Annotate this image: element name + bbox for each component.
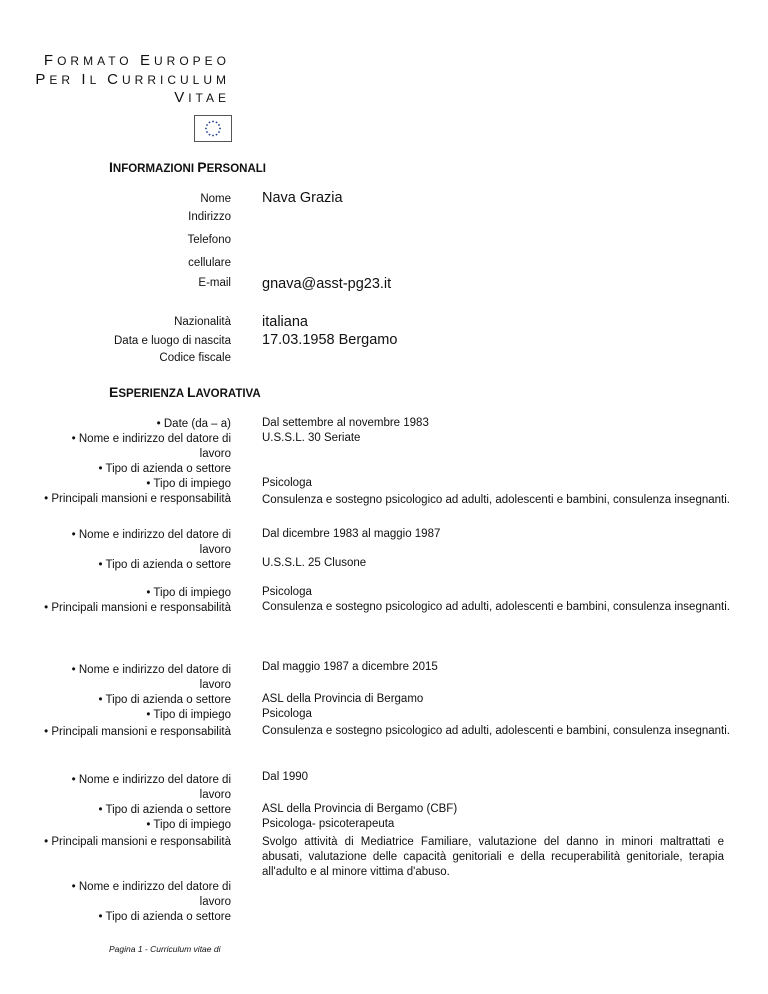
label-company-type: • Tipo di azienda o settore [98, 463, 231, 475]
label-job-type: • Tipo di impiego [146, 587, 231, 599]
label-company-type: • Tipo di azienda o settore [98, 694, 231, 706]
value-nazionalita: italiana [262, 314, 308, 330]
label-job-type: • Tipo di impiego [146, 478, 231, 490]
label-employer: • Nome e indirizzo del datore di [71, 664, 231, 676]
entry4-job: Psicologa- psicoterapeuta [262, 818, 395, 830]
label-nascita: Data e luogo di nascita [114, 335, 231, 347]
label-codice-fiscale: Codice fiscale [159, 352, 231, 364]
entry3-duties: Consulenza e sostegno psicologico ad adulti, adolescenti e bambini, consulenza insegnanti. [262, 725, 730, 737]
label-duties: • Principali mansioni e responsabilità [44, 836, 231, 848]
entry4-duties: Svolgo attività di Mediatrice Familiare, valutazione del danno in minori maltrattati e abusati, valutazione delle capacità genitoriali e della recuperabilità genitoriale, terapia all'adulto e al minore vittima d'abuso. [262, 836, 724, 878]
label-company-type: • Tipo di azienda o settore [98, 911, 231, 923]
entry1-duties: Consulenza e sostegno psicologico ad adulti, adolescenti e bambini, consulenza insegnanti. [262, 494, 730, 506]
value-nome: Nava Grazia [262, 190, 343, 206]
entry1-employer: U.S.S.L. 30 Seriate [262, 432, 361, 444]
label-nome: Nome [200, 193, 231, 205]
label-date: • Date (da – a) [156, 418, 231, 430]
label-company-type: • Tipo di azienda o settore [98, 559, 231, 571]
page-footer: Pagina 1 - Curriculum vitae di [109, 944, 221, 954]
entry2-duties: Consulenza e sostegno psicologico ad adulti, adolescenti e bambini, consulenza insegnanti. [262, 601, 730, 613]
value-nascita: 17.03.1958 Bergamo [262, 332, 398, 348]
label-employer-cont: lavoro [199, 896, 231, 908]
section-experience-title: ESPERIENZA LAVORATIVA [109, 384, 261, 400]
label-duties: • Principali mansioni e responsabilità [44, 602, 231, 614]
entry1-job: Psicologa [262, 477, 312, 489]
entry4-employer: ASL della Provincia di Bergamo (CBF) [262, 803, 458, 815]
doc-title-line3: VITAE [174, 89, 230, 106]
entry2-employer: U.S.S.L. 25 Clusone [262, 557, 367, 569]
label-employer-cont: lavoro [199, 679, 231, 691]
label-employer: • Nome e indirizzo del datore di [71, 433, 231, 445]
label-duties: • Principali mansioni e responsabilità [44, 726, 231, 738]
label-telefono: Telefono [187, 234, 231, 246]
entry3-job: Psicologa [262, 708, 312, 720]
value-email[interactable]: gnava@asst-pg23.it [262, 276, 392, 292]
label-job-type: • Tipo di impiego [146, 819, 231, 831]
doc-title-line2: PER IL CURRICULUM [35, 71, 230, 88]
label-employer: • Nome e indirizzo del datore di [71, 774, 231, 786]
label-job-type: • Tipo di impiego [146, 709, 231, 721]
label-nazionalita: Nazionalità [174, 316, 231, 328]
label-company-type: • Tipo di azienda o settore [98, 804, 231, 816]
entry4-date: Dal 1990 [262, 771, 309, 783]
entry1-date: Dal settembre al novembre 1983 [262, 417, 429, 429]
entry3-date: Dal maggio 1987 a dicembre 2015 [262, 661, 438, 673]
entry2-job: Psicologa [262, 586, 312, 598]
label-employer: • Nome e indirizzo del datore di [71, 881, 231, 893]
label-employer-cont: lavoro [199, 789, 231, 801]
entry3-employer: ASL della Provincia di Bergamo [262, 693, 424, 705]
label-cellulare: cellulare [188, 257, 231, 269]
label-employer-cont: lavoro [199, 448, 231, 460]
label-employer-cont: lavoro [199, 544, 231, 556]
section-personal-title: INFORMAZIONI PERSONALI [109, 159, 266, 175]
label-duties: • Principali mansioni e responsabilità [44, 493, 231, 505]
doc-title-line1: FORMATO EUROPEO [43, 52, 230, 69]
entry2-date: Dal dicembre 1983 al maggio 1987 [262, 528, 441, 540]
eu-flag-icon [194, 115, 232, 142]
label-email: E-mail [198, 277, 231, 289]
label-employer: • Nome e indirizzo del datore di [71, 529, 231, 541]
label-indirizzo: Indirizzo [188, 211, 231, 223]
